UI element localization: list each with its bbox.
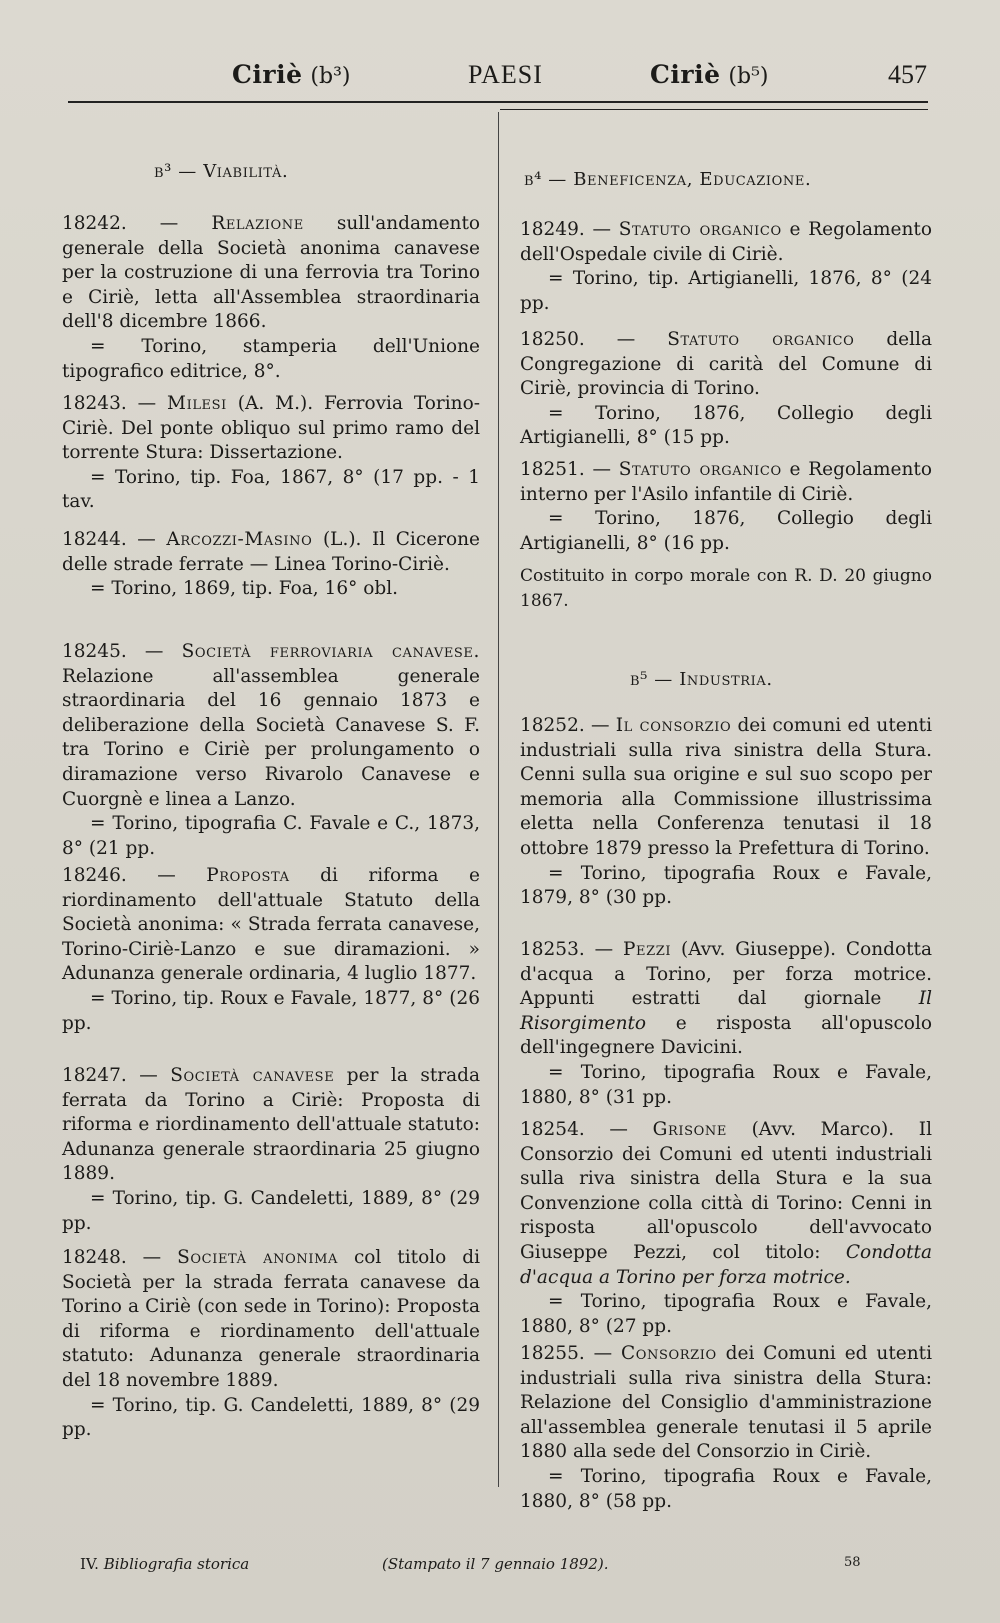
- entry-number: 18253.: [520, 939, 585, 960]
- entry-lead: Milesi: [167, 393, 227, 414]
- entry-publication: = Torino, tipografia Roux e Favale, 1880, 8° (31 pp.: [520, 1061, 932, 1108]
- entry-note: Costituito in corpo morale con R. D. 20 giugno 1867.: [520, 566, 932, 611]
- entry-number: 18246.: [62, 865, 127, 886]
- section-heading-industria: b⁵ — Industria.: [630, 669, 773, 690]
- entry-lead: Pezzi: [622, 939, 672, 960]
- entry-publication: = Torino, tipografia C. Favale e C., 1873, 8° (21 pp.: [62, 813, 480, 859]
- entry-number: 18247.: [62, 1065, 127, 1086]
- header-rule-secondary: [500, 109, 928, 110]
- entry-18254: 18254. — Grisone (Avv. Marco). Il Consorzio dei Comuni ed utenti industriali sulla riva sinistra della Stura e la sua Convenzione colla città di Torino: Cenni in risposta all'opuscolo dell'avvocato Giuseppe Pezzi, col titolo: Condotta d'acqua a Torino per forza motrice. = Torino, tipografia Roux e Favale, 1880, 8° (27 pp.: [520, 1118, 932, 1339]
- header-rule: [68, 101, 928, 103]
- entry-text: di riforma e riordinamento dell'attuale Statuto della Società anonima: « Strada ferrata canavese, Torino-Ciriè-Lanzo e sue diramazioni. » Adunanza generale ordinaria, 4 luglio 1877.: [62, 865, 480, 985]
- entry-number: 18252.: [520, 715, 585, 736]
- entry-number: 18251.: [520, 459, 585, 480]
- entry-18246: 18246. — Proposta di riforma e riordinamento dell'attuale Statuto della Società anonima: « Strada ferrata canavese, Torino-Ciriè-Lanzo e sue diramazioni. » Adunanza generale ordinaria, 4 luglio 1877. = Torino, tip. Roux e Favale, 1877, 8° (26 pp.: [62, 864, 480, 1036]
- entry-publication: = Torino, 1876, Collegio degli Artigianelli, 8° (16 pp.: [520, 508, 932, 554]
- section-heading-beneficenza: b⁴ — Beneficenza, Educazione.: [524, 169, 812, 190]
- entry-18255: 18255. — Consorzio dei Comuni ed utenti industriali sulla riva sinistra della Stura: Relazione del Consiglio d'amministrazione all'assemblea generale tenutasi il 5 aprile 1880 alla sede del Consorzio in Ciriè. = Torino, tipografia Roux e Favale, 1880, 8° (58 pp.: [520, 1342, 932, 1514]
- entry-text: (A. M.). Ferrovia Torino-Ciriè. Del ponte obliquo sul primo ramo del torrente Stura: Dissertazione.: [62, 393, 480, 464]
- entry-lead: Statuto organico: [618, 459, 782, 480]
- page-number: 457: [888, 60, 927, 89]
- footer-sheet-number: 58: [844, 1555, 861, 1570]
- footer-printed-note: (Stampato il 7 gennaio 1892).: [382, 1555, 609, 1573]
- entry-lead: Statuto organico: [618, 219, 782, 240]
- entry-number: 18242.: [62, 213, 127, 234]
- footer-signature: [80, 1555, 249, 1573]
- entry-publication: = Torino, tip. Roux e Favale, 1877, 8° (26 pp.: [62, 987, 480, 1034]
- entry-18245: 18245. — Società ferroviaria canavese. Relazione all'assemblea generale straordinaria del 16 gennaio 1873 e deliberazione della Società Canavese S. F. tra Torino e Ciriè per prolungamento o diramazione verso Rivarolo Canavese e Cuorgnè e linea a Lanzo. = Torino, tipografia C. Favale e C., 1873, 8° (21 pp.: [62, 640, 480, 861]
- entry-text: per la strada ferrata da Torino a Ciriè: Proposta di riforma e riordinamento dell'attuale statuto: Adunanza generale straordinaria 25 giugno 1889.: [62, 1065, 481, 1185]
- footer-signature-mark: IV.: [80, 1555, 99, 1573]
- entry-text: sull'andamento generale della Società anonima canavese per la costruzione di una ferrovia tra Torino e Ciriè, letta all'Assemblea straordinaria dell'8 dicembre 1866.: [62, 213, 481, 333]
- entry-text: Relazione all'assemblea generale straordinaria del 16 gennaio 1873 e deliberazione della Società Canavese S. F. tra Torino e Ciriè per prolungamento o diramazione verso Rivarolo Canavese e Cuorgnè e linea a Lanzo.: [62, 665, 480, 810]
- entry-lead: Società ferroviaria canavese.: [181, 641, 480, 662]
- entry-lead: Relazione: [211, 213, 304, 234]
- entry-18253: 18253. — Pezzi (Avv. Giuseppe). Condotta d'acqua a Torino, per forza motrice. Appunti estratti dal giornale Il Risorgimento e risposta all'opuscolo dell'ingegnere Davicini. = Torino, tipografia Roux e Favale, 1880, 8° (31 pp.: [520, 938, 932, 1110]
- entry-18242: 18242. — Relazione sull'andamento generale della Società anonima canavese per la costruzione di una ferrovia tra Torino e Ciriè, letta all'Assemblea straordinaria dell'8 dicembre 1866. = Torino, stamperia dell'Unione tipografico editrice, 8°.: [62, 212, 480, 384]
- entry-text: (L.). Il Cicerone delle strade ferrate — Linea Torino-Ciriè.: [62, 529, 480, 575]
- entry-publication: = Torino, tipografia Roux e Favale, 1880, 8° (58 pp.: [520, 1465, 932, 1512]
- entry-number: 18250.: [520, 329, 585, 350]
- entry-number: 18249.: [520, 219, 585, 240]
- entry-number: 18245.: [62, 641, 127, 662]
- entry-text: e risposta all'opuscolo dell'ingegnere Davicini.: [520, 1012, 932, 1059]
- entry-lead: Società canavese: [170, 1065, 335, 1086]
- section-heading-viabilita: b³ — Viabilità.: [154, 161, 289, 182]
- entry-18249: 18249. — Statuto organico e Regolamento dell'Ospedale civile di Ciriè. = Torino, tip. Artigianelli, 1876, 8° (24 pp.: [520, 218, 932, 316]
- entry-lead: Consorzio: [621, 1343, 717, 1364]
- entry-italic-title: Il Risorgimento: [520, 988, 932, 1034]
- header-left-city: Ciriè: [232, 60, 303, 89]
- entry-lead: Grisone: [652, 1119, 727, 1140]
- entry-publication: = Torino, tip. Foa, 1867, 8° (17 pp. - 1 tav.: [62, 466, 480, 513]
- entry-number: 18254.: [520, 1119, 585, 1140]
- entry-publication: = Torino, tip. G. Candeletti, 1889, 8° (29 pp.: [62, 1394, 480, 1441]
- entry-18244: 18244. — Arcozzi-Masino (L.). Il Cicerone delle strade ferrate — Linea Torino-Ciriè. = Torino, 1869, tip. Foa, 16° obl.: [62, 528, 480, 602]
- entry-number: 18244.: [62, 529, 127, 550]
- entry-number: 18248.: [62, 1247, 127, 1268]
- entry-text: dei comuni ed utenti industriali sulla riva sinistra della Stura. Cenni sulla sua origine e sul suo scopo per memoria alla Commissione illustrissima eletta nella Conferenza tenutasi il 18 ottobre 1879 presso la Prefettura di Torino.: [520, 715, 932, 859]
- running-header-center: PAESI: [468, 60, 543, 89]
- entry-lead: Società anonima: [177, 1247, 338, 1268]
- entry-publication: = Torino, tip. Artigianelli, 1876, 8° (24 pp.: [520, 268, 932, 314]
- entry-text: (Avv. Marco). Il Consorzio dei Comuni ed utenti industriali sulla riva sinistra della Stura e la sua Convenzione colla città di Torino: Cenni in risposta all'opuscolo dell'avvocato Giuseppe Pezzi, col titolo:: [520, 1119, 932, 1263]
- entry-publication: = Torino, tipografia Roux e Favale, 1880, 8° (27 pp.: [520, 1291, 932, 1337]
- entry-18247: 18247. — Società canavese per la strada ferrata da Torino a Ciriè: Proposta di riforma e riordinamento dell'attuale statuto: Adunanza generale straordinaria 25 giugno 1889. = Torino, tip. G. Candeletti, 1889, 8° (29 pp.: [62, 1064, 480, 1236]
- entry-publication: = Torino, tipografia Roux e Favale, 1879, 8° (30 pp.: [520, 862, 932, 909]
- entry-text: dei Comuni ed utenti industriali sulla riva sinistra della Stura: Relazione del Consiglio d'amministrazione all'assemblea generale tenutasi il 5 aprile 1880 alla sede del Consorzio in Ciriè.: [520, 1343, 932, 1463]
- entry-lead: Statuto organico: [667, 329, 855, 350]
- entry-text: col titolo di Società per la strada ferrata canavese da Torino a Ciriè (con sede in Torino): Proposta di riforma e riordinamento dell'attuale statuto: Adunanza generale straordinaria del 18 novembre 1889.: [62, 1247, 480, 1391]
- running-header-right: [650, 60, 769, 104]
- entry-number: 18255.: [520, 1343, 585, 1364]
- running-header-left: [232, 60, 351, 104]
- entry-18252: 18252. — Il consorzio dei comuni ed utenti industriali sulla riva sinistra della Stura. Cenni sulla sua origine e sul suo scopo per memoria alla Commissione illustrissima eletta nella Conferenza tenutasi il 18 ottobre 1879 presso la Prefettura di Torino. = Torino, tipografia Roux e Favale, 1879, 8° (30 pp.: [520, 714, 932, 911]
- header-right-section: (b⁵): [728, 64, 769, 89]
- header-right-city: Ciriè: [650, 60, 721, 89]
- entry-publication: = Torino, stamperia dell'Unione tipografico editrice, 8°.: [62, 335, 480, 382]
- entry-lead: Proposta: [206, 865, 290, 886]
- footer-book-title: Bibliografia storica: [103, 1555, 250, 1573]
- entry-18250: 18250. — Statuto organico della Congregazione di carità del Comune di Ciriè, provincia di Torino. = Torino, 1876, Collegio degli Artigianelli, 8° (15 pp.: [520, 328, 932, 451]
- entry-publication: = Torino, 1876, Collegio degli Artigianelli, 8° (15 pp.: [520, 402, 932, 449]
- entry-text: (Avv. Giuseppe). Condotta d'acqua a Torino, per forza motrice. Appunti estratti dal giornale: [520, 939, 932, 1010]
- entry-text: e Regolamento interno per l'Asilo infantile di Ciriè.: [520, 459, 932, 505]
- column-divider: [498, 112, 499, 1487]
- header-left-section: (b³): [310, 64, 351, 89]
- entry-italic-title: Condotta d'acqua a Torino per forza motrice.: [520, 1241, 932, 1288]
- entry-publication: = Torino, tip. G. Candeletti, 1889, 8° (29 pp.: [62, 1187, 480, 1234]
- entry-18248: 18248. — Società anonima col titolo di Società per la strada ferrata canavese da Torino a Ciriè (con sede in Torino): Proposta di riforma e riordinamento dell'attuale statuto: Adunanza generale straordinaria del 18 novembre 1889. = Torino, tip. G. Candeletti, 1889, 8° (29 pp.: [62, 1246, 480, 1443]
- entry-text: della Congregazione di carità del Comune di Ciriè, provincia di Torino.: [520, 329, 932, 400]
- entry-number: 18243.: [62, 393, 127, 414]
- entry-publication: = Torino, 1869, tip. Foa, 16° obl.: [90, 578, 398, 600]
- entry-18243: 18243. — Milesi (A. M.). Ferrovia Torino-Ciriè. Del ponte obliquo sul primo ramo del torrente Stura: Dissertazione. = Torino, tip. Foa, 1867, 8° (17 pp. - 1 tav.: [62, 392, 480, 515]
- entry-lead: Il consorzio: [615, 715, 732, 736]
- entry-text: e Regolamento dell'Ospedale civile di Ciriè.: [520, 219, 932, 265]
- entry-lead: Arcozzi-Masino: [166, 529, 313, 550]
- entry-18251: 18251. — Statuto organico e Regolamento interno per l'Asilo infantile di Ciriè. = Torino, 1876, Collegio degli Artigianelli, 8° (16 pp. Costituito in corpo morale con R. D. 20 giugno 1867.: [520, 458, 932, 614]
